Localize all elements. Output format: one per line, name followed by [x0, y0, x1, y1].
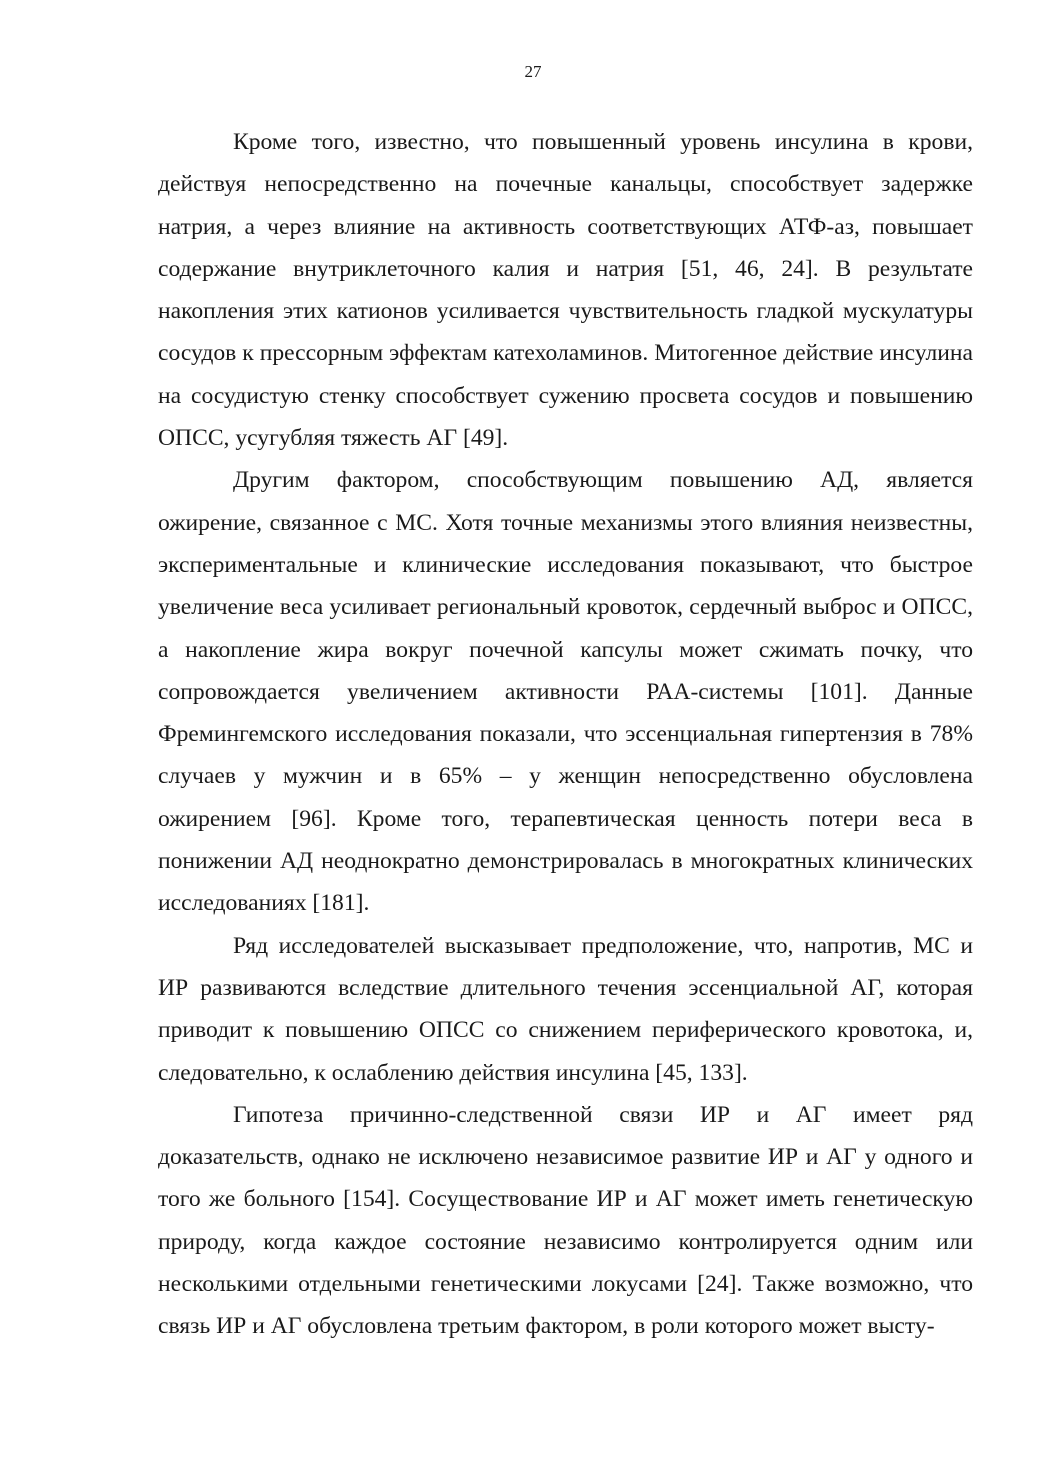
paragraph-2: Другим фактором, способствующим повышению АД, является ожирение, связанное с МС. Хотя точные механизмы этого влияния неизвестны, экспериментальные и клинические исследования показывают, что быстрое увеличение веса усиливает региональный кровоток, сердечный выброс и ОПСС, а накопление жира вокруг почечной капсулы может сжимать почку, что сопровождается увеличением активности РАА-системы [101]. Данные Фремингемского исследования показали, что эссенциальная гипертензия в 78% случаев у мужчин и в 65% – у женщин непосредственно обусловлена ожирением [96]. Кроме того, терапевтическая ценность потери веса в понижении АД неоднократно демонстрировалась в многократных клинических исследованиях [181]. — [158, 467, 973, 917]
page-number: 27 — [524, 62, 542, 81]
paragraph-3: Ряд исследователей высказывает предположение, что, напротив, МС и ИР развиваются вследствие длительного течения эссенциальной АГ, которая приводит к повышению ОПСС со снижением периферического кровотока, и, следовательно, к ослаблению действия инсулина [45, 133]. — [158, 932, 973, 1086]
paragraph-4: Гипотеза причинно-следственной связи ИР и АГ имеет ряд доказательств, однако не исключено независимое развитие ИР и АГ у одного и того же больного [154]. Сосуществование ИР и АГ может иметь генетическую природу, когда каждое состояние независимо контролируется одним или несколькими отдельными генетическими локусами [24]. Также возможно, что связь ИР и АГ обусловлена третьим фактором, в роли которого может высту- — [158, 1101, 973, 1340]
paragraph-1: Кроме того, известно, что повышенный уровень инсулина в крови, действуя непосредственно на почечные канальцы, способствует задержке натрия, а через влияние на активность соответствующих АТФ-аз, повышает содержание внутриклеточного калия и натрия [51, 46, 24]. В результате накопления этих катионов усиливается чувствительность гладкой мускулатуры сосудов к прессорным эффектам катехоламинов. Митогенное действие инсулина на сосудистую стенку способствует сужению просвета сосудов и повышению ОПСС, усугубляя тяжесть АГ [49]. — [158, 129, 973, 452]
body-text — [158, 121, 973, 1348]
